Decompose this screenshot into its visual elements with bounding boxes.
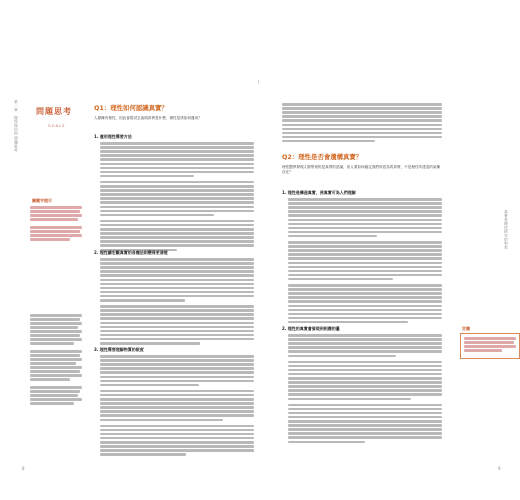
- body-text-line: [100, 154, 254, 157]
- body-text-line: [288, 338, 442, 341]
- body-text-line: [100, 429, 254, 432]
- footnote-line: [30, 318, 80, 321]
- body-text-line: [288, 355, 396, 358]
- body-text-line: [288, 420, 442, 423]
- body-text-line: [100, 201, 254, 204]
- body-text-line: [288, 292, 442, 295]
- footnote-line: [30, 366, 82, 369]
- body-text-line: [288, 284, 442, 287]
- body-text-line: [288, 227, 442, 230]
- body-text-line: [100, 228, 254, 231]
- body-text-line: [288, 361, 442, 364]
- body-text-line: [100, 181, 254, 184]
- q2-section-2-heading: 2. 理性的真實會發現到相應的量: [282, 326, 340, 331]
- body-text-line: [288, 412, 442, 415]
- body-text-line: [100, 258, 254, 261]
- definition-line: [464, 341, 514, 344]
- body-text-line: [100, 175, 194, 178]
- body-text-line: [100, 206, 254, 209]
- left-running-head: [14, 100, 18, 152]
- body-text-line: [288, 214, 442, 217]
- footnote-line: [30, 326, 78, 329]
- footnote-line: [30, 334, 80, 337]
- body-text-line: [100, 283, 254, 286]
- body-text-line: [288, 313, 442, 316]
- body-text-line: [100, 376, 254, 379]
- body-text-line: [100, 390, 254, 393]
- q2-section-1-heading: 1. 理性是構造真實，使真實可為人們理解: [282, 190, 356, 195]
- body-text-line: [100, 330, 254, 333]
- body-text-line: [288, 408, 442, 411]
- section-2-heading: 2. 理性讓宏觀真實的各種法則變得更清楚: [94, 250, 168, 255]
- right-page-number: 9: [498, 466, 501, 471]
- body-text-line: [288, 398, 411, 401]
- definition-line: [464, 345, 516, 348]
- body-text-line: [288, 321, 408, 324]
- running-head-tail: 問題思考: [14, 136, 19, 153]
- definition-line: [464, 349, 502, 352]
- body-text-line: [288, 334, 442, 337]
- running-head-text: 第一章 理性與信仰: [14, 100, 19, 136]
- body-text-line: [100, 240, 254, 243]
- body-text-line: [288, 231, 442, 234]
- footnote-line: [30, 374, 82, 377]
- body-text-line: [100, 433, 254, 436]
- body-text-line: [288, 436, 442, 439]
- body-text-line: [100, 445, 254, 448]
- body-text-line: [100, 295, 254, 298]
- body-text-line: [100, 342, 200, 345]
- body-text-line: [100, 326, 254, 329]
- body-text-line: [100, 334, 254, 337]
- footnote-line: [30, 386, 82, 389]
- body-text-line: [100, 371, 254, 374]
- q1-intro: 人類擁有理性，因此會嘗試去說明真實是什麼，理性是該如何運用？: [94, 116, 202, 120]
- body-text-line: [288, 223, 442, 226]
- body-text-line: [288, 198, 442, 201]
- body-text-line: [282, 136, 442, 139]
- body-text-line: [100, 322, 254, 325]
- body-text-line: [100, 266, 254, 269]
- footnote-line: [30, 314, 82, 317]
- body-text-line: [282, 140, 375, 143]
- body-text-line: [288, 432, 442, 435]
- footnote-line: [30, 370, 80, 373]
- body-text-line: [288, 296, 442, 299]
- body-text-line: [100, 453, 186, 456]
- body-text-line: [100, 270, 254, 273]
- body-text-line: [100, 317, 254, 320]
- body-text-line: [288, 266, 442, 269]
- body-text-line: [288, 278, 393, 281]
- body-text-line: [100, 394, 254, 397]
- body-text-line: [288, 288, 442, 291]
- body-text-line: [100, 274, 254, 277]
- body-text-line: [100, 167, 254, 170]
- body-text-line: [100, 359, 254, 362]
- body-text-line: [100, 171, 254, 174]
- footnote-line: [30, 338, 82, 341]
- body-text-line: [288, 441, 365, 444]
- q2-intro: 理性醫學發現人類學到的是真實的認識，但人要如何確定我們所認為的真實，不是理性所建造的某種存在？: [282, 165, 441, 174]
- body-text-line: [288, 389, 442, 392]
- sidebar-line: [30, 226, 82, 229]
- body-text-line: [100, 287, 254, 290]
- sidebar-title: 問題思考: [36, 107, 72, 116]
- body-text-line: [100, 214, 214, 217]
- body-text-line: [288, 206, 442, 209]
- sidebar-line: [30, 234, 82, 237]
- body-text-line: [288, 202, 442, 205]
- body-text-line: [100, 299, 185, 302]
- body-text-line: [100, 441, 254, 444]
- body-text-line: [288, 317, 442, 320]
- body-text-line: [100, 402, 254, 405]
- body-text-line: [100, 193, 254, 196]
- body-text-line: [100, 410, 254, 413]
- body-text-line: [100, 313, 254, 316]
- body-text-line: [282, 111, 442, 114]
- body-text-line: [100, 232, 254, 235]
- body-text-line: [100, 158, 254, 161]
- section-3-heading: 3. 理性需要理解物質的限度: [94, 347, 144, 352]
- body-text-line: [100, 244, 254, 247]
- body-text-line: [288, 219, 442, 222]
- footnote-line: [30, 362, 76, 365]
- left-page-number: 8: [22, 466, 25, 471]
- body-text-line: [288, 416, 442, 419]
- body-text-line: [100, 220, 254, 223]
- body-text-line: [288, 342, 442, 345]
- body-text-line: [100, 305, 254, 308]
- keyword-label: 關鍵字提示: [32, 198, 52, 203]
- body-text-line: [100, 367, 254, 370]
- body-text-line: [100, 338, 254, 341]
- sidebar-line: [30, 210, 80, 213]
- definition-line: [464, 337, 516, 340]
- body-text-line: [100, 210, 254, 213]
- body-text-line: [100, 414, 254, 417]
- body-text-line: [282, 124, 442, 127]
- sidebar-line: [30, 206, 82, 209]
- sidebar-line: [30, 218, 78, 221]
- body-text-line: [288, 241, 442, 244]
- q1-title: Q1：理性如何認識真實？: [94, 104, 168, 112]
- body-text-line: [288, 300, 442, 303]
- body-text-line: [100, 142, 254, 145]
- body-text-line: [288, 381, 442, 384]
- section-1-heading: 1. 運用理性需要方法: [94, 134, 132, 139]
- body-text-line: [100, 437, 254, 440]
- body-text-line: [100, 309, 254, 312]
- body-text-line: [100, 185, 254, 188]
- body-text-line: [100, 384, 199, 387]
- body-text-line: [100, 236, 254, 239]
- footnote-line: [30, 354, 80, 357]
- gutter-mark: [258, 80, 259, 84]
- body-text-line: [288, 270, 442, 273]
- footnote-line: [30, 390, 80, 393]
- body-text-line: [288, 257, 442, 260]
- body-text-line: [288, 373, 442, 376]
- body-text-line: [100, 262, 254, 265]
- body-text-line: [282, 132, 442, 135]
- body-text-line: [288, 346, 442, 349]
- body-text-line: [100, 419, 223, 422]
- body-text-line: [288, 365, 442, 368]
- body-text-line: [100, 398, 254, 401]
- sidebar-line: [30, 238, 70, 241]
- body-text-line: [100, 449, 254, 452]
- body-text-line: [288, 245, 442, 248]
- body-text-line: [288, 309, 442, 312]
- footnote-line: [30, 358, 82, 361]
- body-text-line: [100, 224, 254, 227]
- footnote-line: [30, 330, 82, 333]
- body-text-line: [282, 107, 442, 110]
- footnote-line: [30, 322, 82, 325]
- body-text-line: [288, 210, 442, 213]
- footnote-line: [30, 398, 82, 401]
- body-text-line: [288, 393, 442, 396]
- footnote-line: [30, 342, 74, 345]
- q2-title: Q2：理性是否會遺構真實？: [282, 153, 363, 161]
- body-text-line: [100, 291, 254, 294]
- footnote-line: [30, 350, 82, 353]
- body-text-line: [282, 128, 442, 131]
- footnote-line: [30, 394, 78, 397]
- definition-label: 定義: [462, 326, 470, 331]
- body-text-line: [100, 150, 254, 153]
- sidebar-line: [30, 214, 82, 217]
- body-text-line: [100, 363, 254, 366]
- footnote-line: [30, 378, 70, 381]
- body-text-line: [288, 249, 442, 252]
- body-text-line: [288, 404, 442, 407]
- body-text-line: [288, 350, 442, 353]
- body-text-line: [288, 377, 442, 380]
- sidebar-tag: GOALS: [48, 124, 66, 128]
- body-text-line: [282, 115, 442, 118]
- body-text-line: [288, 424, 442, 427]
- body-text-line: [288, 235, 377, 238]
- footnote-line: [30, 402, 74, 405]
- body-text-line: [100, 425, 254, 428]
- body-text-line: [288, 385, 442, 388]
- body-text-line: [100, 197, 254, 200]
- body-text-line: [100, 163, 254, 166]
- body-text-line: [100, 380, 254, 383]
- body-text-line: [100, 146, 254, 149]
- right-running-head: 真實是理性探究的對象: [504, 210, 509, 249]
- body-text-line: [288, 428, 442, 431]
- body-text-line: [288, 274, 442, 277]
- body-text-line: [288, 369, 442, 372]
- right-page: [260, 0, 520, 500]
- sidebar-line: [30, 230, 80, 233]
- body-text-line: [288, 305, 442, 308]
- body-text-line: [100, 189, 254, 192]
- body-text-line: [282, 119, 442, 122]
- body-text-line: [100, 355, 254, 358]
- body-text-line: [100, 406, 254, 409]
- body-text-line: [288, 262, 442, 265]
- body-text-line: [282, 103, 442, 106]
- body-text-line: [288, 253, 442, 256]
- definition-box: [460, 333, 520, 359]
- body-text-line: [100, 279, 254, 282]
